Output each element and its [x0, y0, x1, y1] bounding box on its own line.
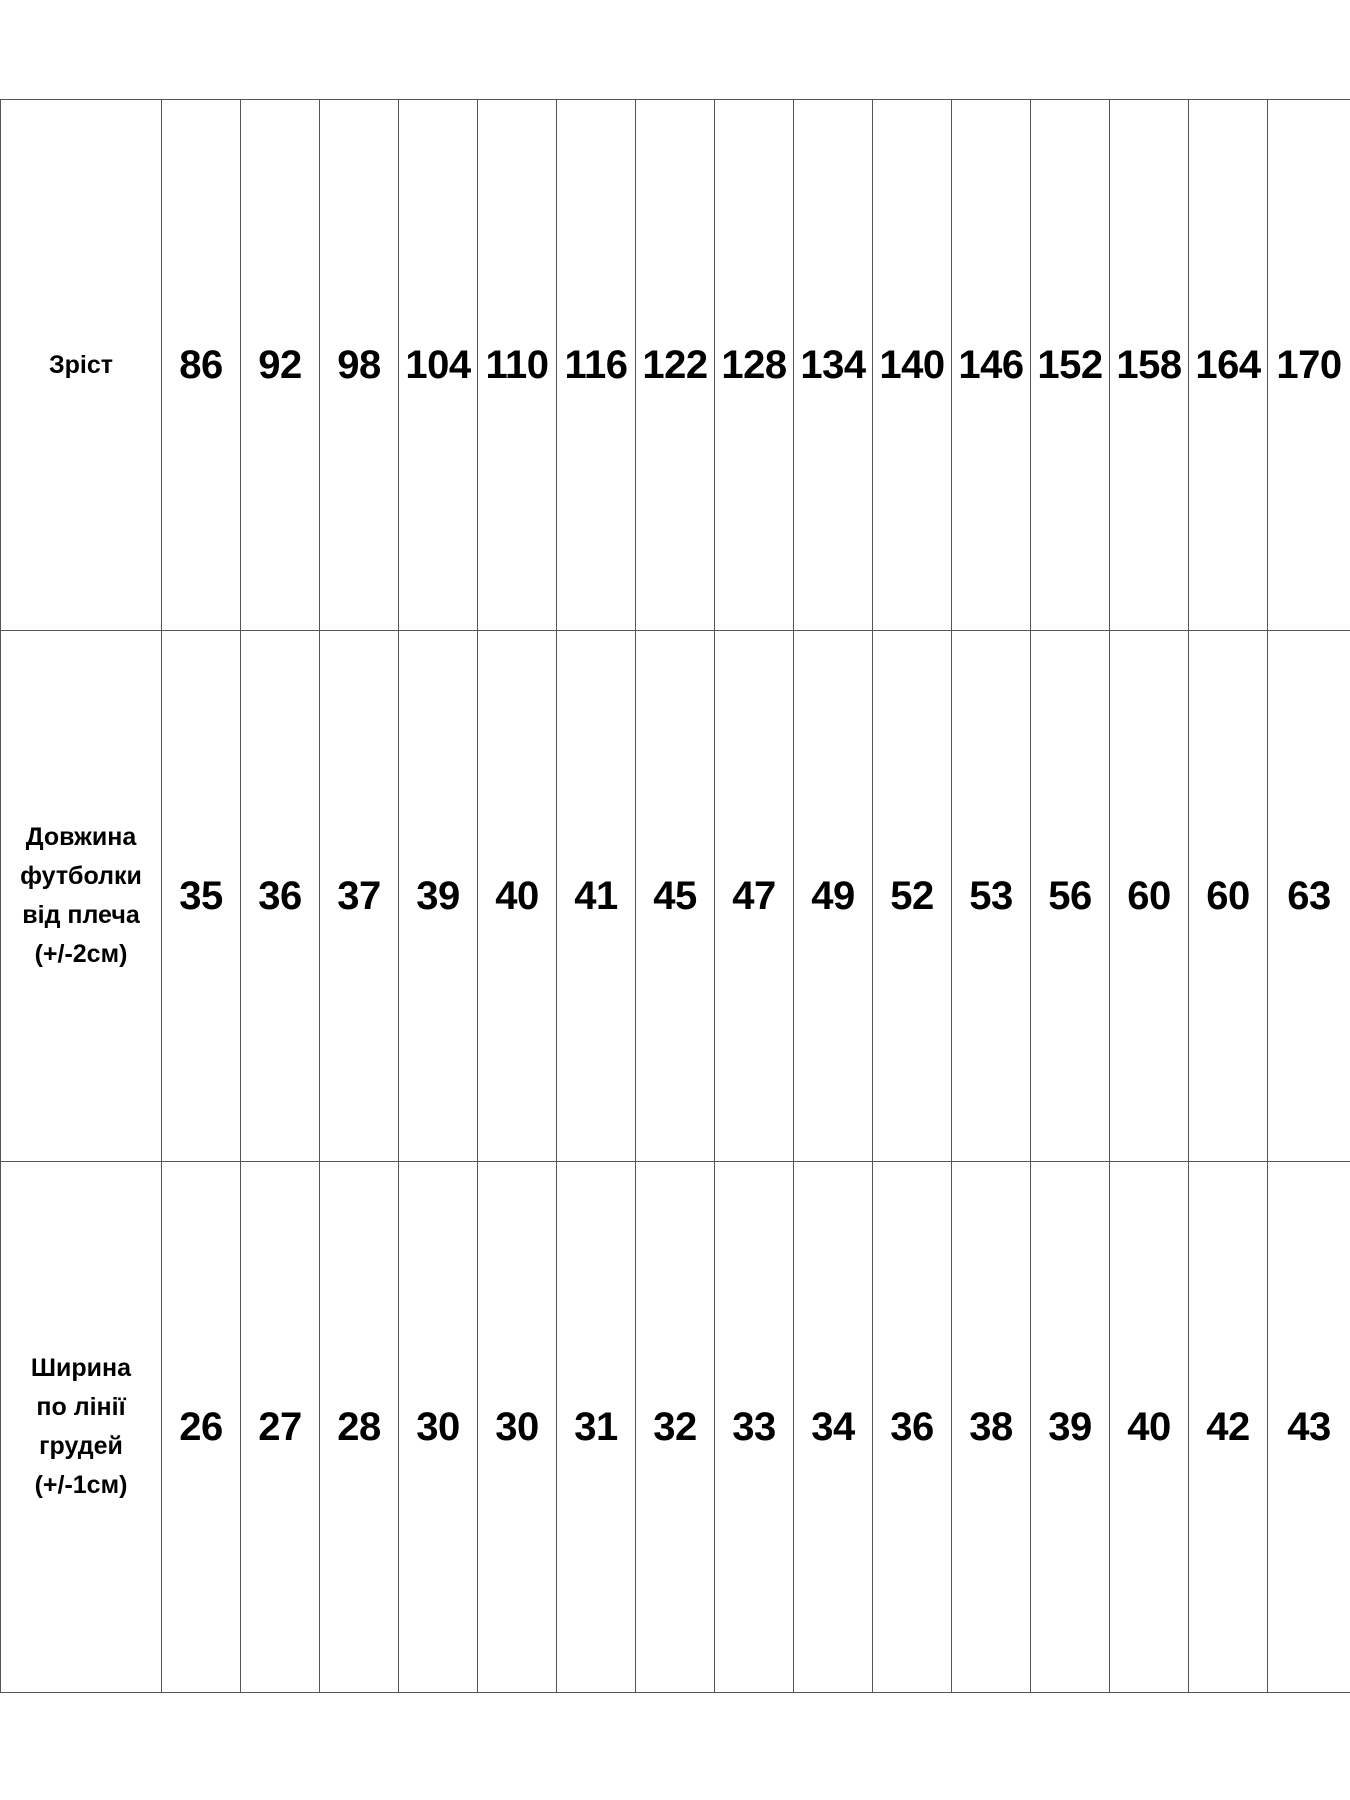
chest-width-value: 27: [241, 1162, 320, 1693]
height-value: 146: [952, 100, 1031, 631]
height-value: 86: [162, 100, 241, 631]
height-value: 134: [794, 100, 873, 631]
chest-width-value: 30: [478, 1162, 557, 1693]
length-value: 36: [241, 631, 320, 1162]
chest-width-value: 34: [794, 1162, 873, 1693]
chest-width-value: 28: [320, 1162, 399, 1693]
height-value: 92: [241, 100, 320, 631]
chest-width-value: 38: [952, 1162, 1031, 1693]
length-value: 39: [399, 631, 478, 1162]
length-value: 49: [794, 631, 873, 1162]
row-length: [1, 631, 1350, 1162]
height-value: 128: [715, 100, 794, 631]
row-label-line: (+/-1см): [34, 1471, 128, 1499]
chest-width-value: 26: [162, 1162, 241, 1693]
row-label-line: футболки: [20, 862, 142, 890]
length-value: 37: [320, 631, 399, 1162]
row-height: [1, 100, 1350, 631]
size-chart-table: [0, 99, 1350, 1693]
row-label-line: Ширина: [30, 1354, 132, 1382]
chest-width-value: 36: [873, 1162, 952, 1693]
length-value: 60: [1189, 631, 1268, 1162]
row-label-line: від плеча: [22, 901, 140, 929]
chest-width-value: 31: [557, 1162, 636, 1693]
row-label-line: (+/-2см): [34, 940, 128, 968]
chest-width-value: 32: [636, 1162, 715, 1693]
height-value: 140: [873, 100, 952, 631]
height-value: 110: [478, 100, 557, 631]
height-value: 170: [1268, 100, 1350, 631]
height-value: 104: [399, 100, 478, 631]
length-value: 41: [557, 631, 636, 1162]
row-label-length: [1, 631, 162, 1162]
length-value: 40: [478, 631, 557, 1162]
row-label-text: Зріст: [48, 350, 114, 379]
row-chest-width: [1, 1162, 1350, 1693]
row-label-height: [1, 100, 162, 631]
height-value: 116: [557, 100, 636, 631]
height-value: 152: [1031, 100, 1110, 631]
length-value: 53: [952, 631, 1031, 1162]
row-label-line: Довжина: [25, 823, 137, 851]
row-label-line: грудей: [39, 1432, 123, 1460]
chest-width-value: 43: [1268, 1162, 1350, 1693]
length-value: 56: [1031, 631, 1110, 1162]
height-value: 122: [636, 100, 715, 631]
length-value: 47: [715, 631, 794, 1162]
length-value: 45: [636, 631, 715, 1162]
height-value: 98: [320, 100, 399, 631]
length-value: 63: [1268, 631, 1350, 1162]
chest-width-value: 33: [715, 1162, 794, 1693]
length-value: 35: [162, 631, 241, 1162]
row-label-chest-width: [1, 1162, 162, 1693]
row-label-line: по лінії: [36, 1393, 126, 1421]
chest-width-value: 40: [1110, 1162, 1189, 1693]
chest-width-value: 39: [1031, 1162, 1110, 1693]
chest-width-value: 30: [399, 1162, 478, 1693]
height-value: 158: [1110, 100, 1189, 631]
height-value: 164: [1189, 100, 1268, 631]
length-value: 52: [873, 631, 952, 1162]
length-value: 60: [1110, 631, 1189, 1162]
chest-width-value: 42: [1189, 1162, 1268, 1693]
